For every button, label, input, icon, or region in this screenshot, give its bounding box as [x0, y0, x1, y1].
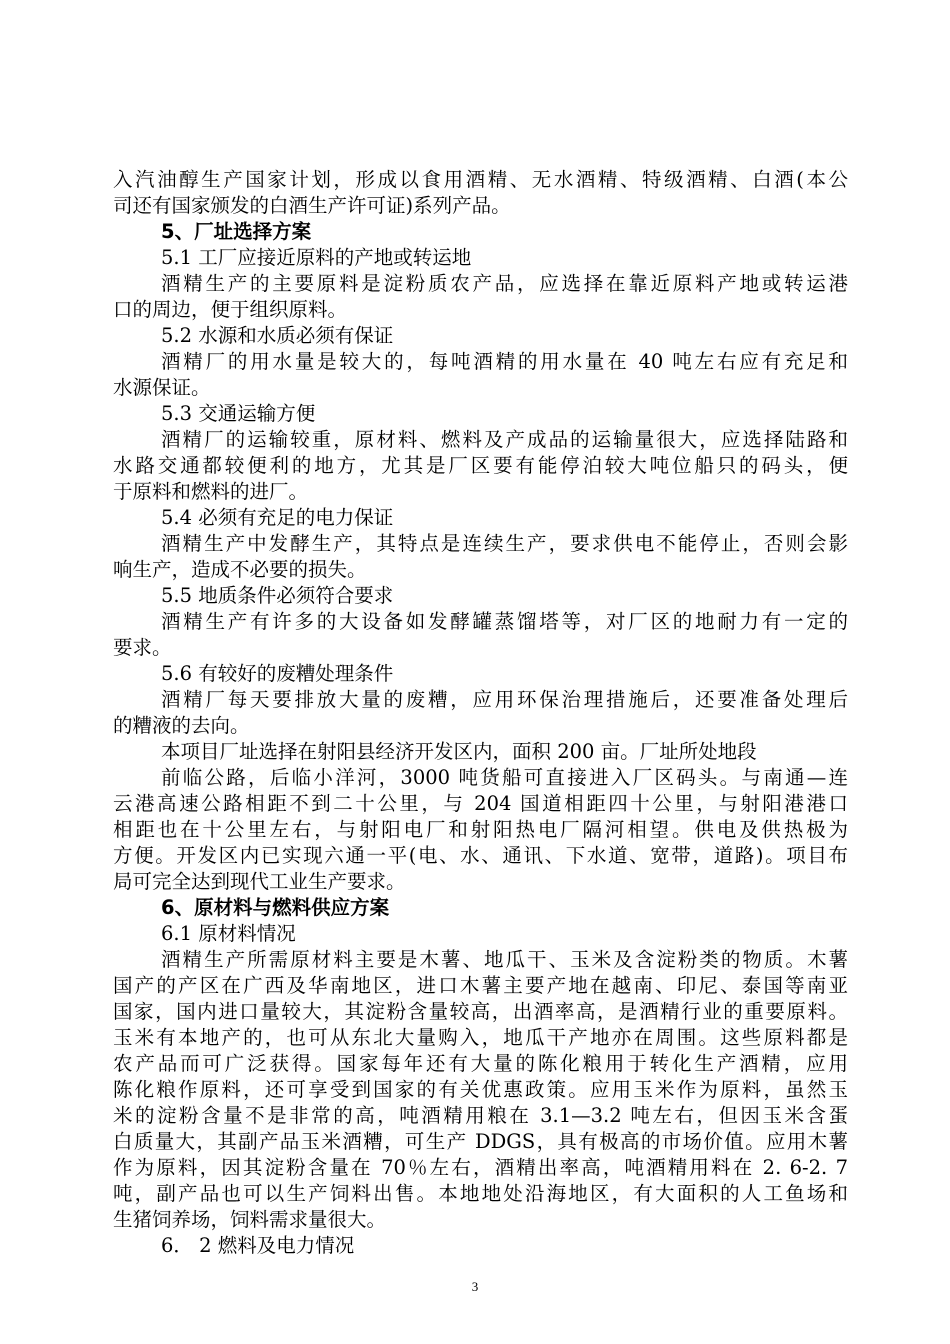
- body-text-line: 玉米有本地产的，也可从东北大量购入，地瓜干产地亦在周围。这些原料都是: [113, 1026, 848, 1049]
- body-text-line: 米的淀粉含量不是非常的高，吨酒精用粮在 3.1—3.2 吨左右，但因玉米含蛋: [113, 1104, 848, 1127]
- body-text-line: 酒精生产有许多的大设备如发酵罐蒸馏塔等，对厂区的地耐力有一定的: [161, 610, 848, 633]
- body-text-line: 水源保证。: [113, 376, 211, 399]
- body-text-line: 酒精厂的用水量是较大的，每吨酒精的用水量在 40 吨左右应有充足和: [161, 350, 848, 373]
- body-text-line: 酒精生产所需原材料主要是木薯、地瓜干、玉米及含淀粉类的物质。木薯: [161, 948, 848, 971]
- body-text-line: 方便。开发区内已实现六通一平(电、水、通讯、下水道、宽带，道路)。项目布: [113, 844, 848, 867]
- subsection-heading: 6． 2 燃料及电力情况: [161, 1234, 355, 1257]
- body-text-line: 酒精厂每天要排放大量的废糟，应用环保治理措施后，还要准备处理后: [161, 688, 848, 711]
- body-text-line: 白质量大，其副产品玉米酒糟，可生产 DDGS，具有极高的市场价值。应用木薯: [113, 1130, 848, 1153]
- body-text-line: 的糟液的去向。: [113, 714, 250, 737]
- body-text-line: 口的周边，便于组织原料。: [113, 298, 348, 321]
- page-number: 3: [471, 1279, 479, 1294]
- body-text-line: 云港高速公路相距不到二十公里，与 204 国道相距四十公里，与射阳港港口: [113, 792, 848, 815]
- body-text-line: 酒精厂的运输较重，原材料、燃料及产成品的运输量很大，应选择陆路和: [161, 428, 848, 451]
- subsection-heading: 5.3 交通运输方便: [161, 402, 316, 425]
- body-text-line: 本项目厂址选择在射阳县经济开发区内，面积 200 亩。厂址所处地段: [161, 740, 757, 763]
- body-text-line: 国家，国内进口量较大，其淀粉含量较高，出酒率高，是酒精行业的重要原料。: [113, 1000, 848, 1023]
- subsection-heading: 6.1 原材料情况: [161, 922, 296, 945]
- section-heading: 6、原材料与燃料供应方案: [161, 896, 390, 919]
- body-text-line: 农产品而可广泛获得。国家每年还有大量的陈化粮用于转化生产酒精，应用: [113, 1052, 848, 1075]
- body-text-line: 作为原料，因其淀粉含量在 70％左右，酒精出率高，吨酒精用料在 2. 6-2. 7: [113, 1156, 848, 1179]
- body-text-line: 国产的产区在广西及华南地区，进口木薯主要产地在越南、印尼、泰国等南亚: [113, 974, 848, 997]
- body-text-line: 酒精生产的主要原料是淀粉质农产品，应选择在靠近原料产地或转运港: [161, 272, 848, 295]
- body-text-line: 酒精生产中发酵生产，其特点是连续生产，要求供电不能停止，否则会影: [161, 532, 848, 555]
- body-text-line: 司还有国家颁发的白酒生产许可证)系列产品。: [113, 194, 511, 217]
- body-text-line: 于原料和燃料的进厂。: [113, 480, 309, 503]
- subsection-heading: 5.2 水源和水质必须有保证: [161, 324, 394, 347]
- body-text-line: 要求。: [113, 636, 172, 659]
- body-text-line: 水路交通都较便利的地方，尤其是厂区要有能停泊较大吨位船只的码头，便: [113, 454, 848, 477]
- subsection-heading: 5.1 工厂应接近原料的产地或转运地: [161, 246, 472, 269]
- body-text-line: 吨，副产品也可以生产饲料出售。本地地处沿海地区，有大面积的人工鱼场和: [113, 1182, 848, 1205]
- subsection-heading: 5.6 有较好的废糟处理条件: [161, 662, 394, 685]
- body-text-line: 局可完全达到现代工业生产要求。: [113, 870, 406, 893]
- body-text-line: 相距也在十公里左右，与射阳电厂和射阳热电厂隔河相望。供电及供热极为: [113, 818, 848, 841]
- subsection-heading: 5.4 必须有充足的电力保证: [161, 506, 394, 529]
- body-text-line: 入汽油醇生产国家计划，形成以食用酒精、无水酒精、特级酒精、白酒(本公: [113, 168, 848, 191]
- section-heading: 5、厂址选择方案: [161, 220, 312, 243]
- subsection-heading: 5.5 地质条件必须符合要求: [161, 584, 394, 607]
- body-text-line: 陈化粮作原料，还可享受到国家的有关优惠政策。应用玉米作为原料，虽然玉: [113, 1078, 848, 1101]
- body-text-line: 响生产，造成不必要的损失。: [113, 558, 367, 581]
- body-text-line: 生猪饲养场，饲料需求量很大。: [113, 1208, 387, 1231]
- body-text-line: 前临公路，后临小洋河，3000 吨货船可直接进入厂区码头。与南通—连: [161, 766, 848, 789]
